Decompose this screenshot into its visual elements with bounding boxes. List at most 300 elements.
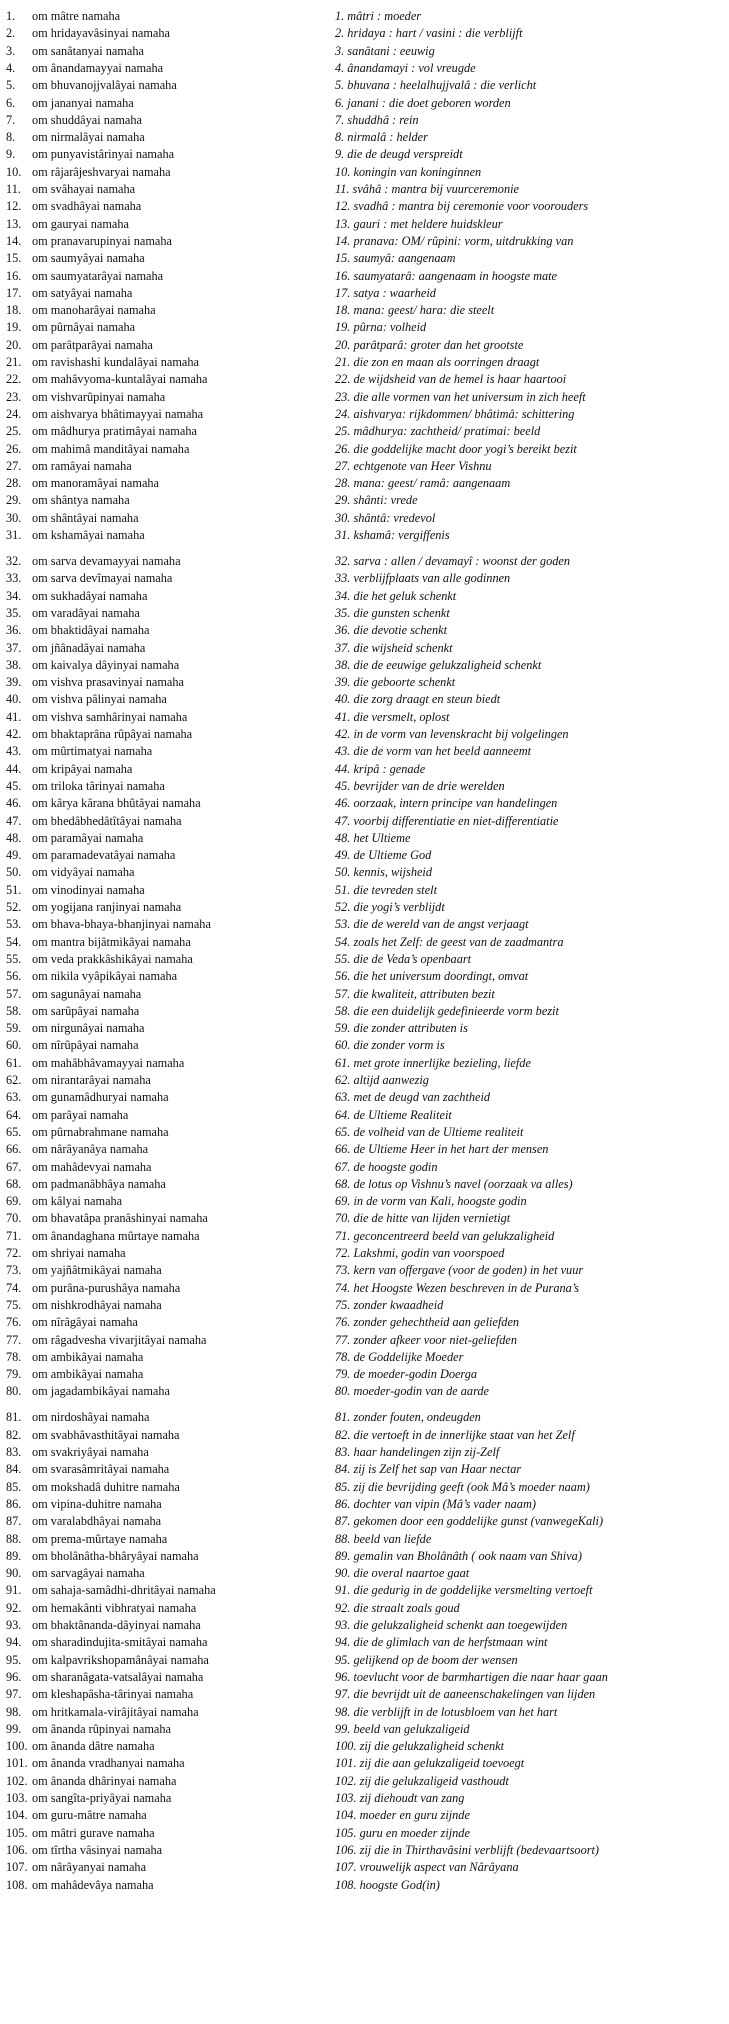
list-item	[0, 1668, 729, 1686]
item-number: 14.	[6, 233, 22, 248]
list-item	[0, 163, 729, 181]
mantra-text: om nîrâgâyai namaha	[32, 1315, 138, 1330]
mantra-text: om kshamâyai namaha	[32, 528, 145, 542]
item-number: 40.	[6, 692, 22, 707]
list-item	[0, 1054, 729, 1072]
item-number: 30.	[6, 510, 22, 525]
translation-text: 42. in de vorm van levenskracht bij volgelingen	[335, 727, 569, 741]
list-item	[0, 812, 729, 830]
item-number: 31.	[6, 528, 22, 542]
item-number: 67.	[6, 1159, 22, 1174]
mantra-text: om râjarâjeshvaryai namaha	[32, 164, 171, 179]
translation-text: 29. shânti: vrede	[335, 493, 418, 508]
item-number: 13.	[6, 216, 22, 231]
translation-text: 47. voorbij differentiatie en niet-differentiatie	[335, 813, 559, 828]
mantra-text: om svadhâyai namaha	[32, 199, 142, 214]
mantra-text: om jñânadâyai namaha	[32, 640, 146, 655]
translation-text: 79. de moeder-godin Doerga	[335, 1367, 478, 1382]
list-item	[0, 1209, 729, 1227]
list-item	[0, 1140, 729, 1158]
list-item	[0, 301, 729, 319]
translation-text: 45. bevrijder van de drie werelden	[335, 778, 505, 793]
mantra-text: om satyâyai namaha	[32, 285, 133, 300]
item-number: 45.	[6, 778, 22, 793]
list-item	[0, 950, 729, 968]
translation-text: 74. het Hoogste Wezen beschreven in de Purana’s	[335, 1280, 580, 1295]
mantra-text: om mâtre namaha	[32, 9, 121, 23]
list-item	[0, 1633, 729, 1651]
item-number: 74.	[6, 1280, 22, 1295]
item-number: 38.	[6, 657, 22, 672]
mantra-text: om pûrnâyai namaha	[32, 320, 136, 335]
item-number: 58.	[6, 1003, 22, 1018]
item-number: 56.	[6, 969, 22, 984]
list-item	[0, 1685, 729, 1703]
item-number: 10.	[6, 164, 22, 179]
item-number: 12.	[6, 199, 22, 214]
list-item	[0, 967, 729, 985]
translation-text: 62. altijd aanwezig	[335, 1073, 429, 1087]
mantra-text: om yajñâtmikâyai namaha	[32, 1263, 162, 1278]
translation-text: 30. shântâ: vredevol	[335, 510, 436, 525]
translation-text: 27. echtgenote van Heer Vishnu	[335, 458, 492, 473]
mantra-text: om ânanda dâtre namaha	[32, 1739, 155, 1754]
item-number: 100.	[6, 1739, 28, 1754]
translation-text: 38. die de eeuwige gelukzaligheid schenkt	[335, 657, 542, 672]
mantra-text: om sanâtanyai namaha	[32, 43, 144, 58]
translation-text: 89. gemalin van Bholânâth ( ook naam van Shiva)	[335, 1548, 582, 1563]
list-item	[0, 388, 729, 406]
item-number: 73.	[6, 1263, 22, 1278]
mantra-text: om kleshapâsha-târinyai namaha	[32, 1687, 194, 1702]
translation-text: 15. saumyâ: aangenaam	[335, 251, 456, 266]
list-item	[0, 1331, 729, 1349]
mantra-text: om vishva pâlinyai namaha	[32, 692, 167, 707]
translation-text: 43. die de vorm van het beeld aanneemt	[335, 744, 532, 759]
list-item	[0, 249, 729, 267]
list-item	[0, 232, 729, 250]
list-item	[0, 7, 729, 25]
item-number: 8.	[6, 130, 16, 145]
item-number: 48.	[6, 830, 22, 845]
mantra-text: om nirgunâyai namaha	[32, 1021, 145, 1036]
item-number: 9.	[6, 147, 16, 162]
translation-text: 83. haar handelingen zijn zij-Zelf	[335, 1445, 500, 1459]
list-item	[0, 1443, 729, 1461]
item-number: 89.	[6, 1548, 22, 1563]
translation-text: 24. aishvarya: rijkdommen/ bhâtimâ: schittering	[335, 406, 575, 421]
item-number: 96.	[6, 1669, 22, 1684]
translation-text: 20. parâtparâ: groter dan het grootste	[335, 337, 524, 352]
mantra-text: om varadâyai namaha	[32, 605, 140, 620]
list-item	[0, 1426, 729, 1444]
item-number: 105.	[6, 1825, 28, 1840]
item-number: 2.	[6, 26, 16, 41]
list-item	[0, 1123, 729, 1141]
list-item	[0, 457, 729, 475]
mantra-text: om sarva devîmayai namaha	[32, 571, 173, 586]
list-item	[0, 111, 729, 129]
mantra-text: om punyavistârinyai namaha	[32, 147, 175, 162]
item-number: 93.	[6, 1618, 22, 1632]
item-number: 24.	[6, 406, 22, 421]
item-number: 57.	[6, 986, 22, 1001]
item-number: 95.	[6, 1652, 22, 1667]
translation-text: 25. mâdhurya: zachtheid/ pratimai: beeld	[335, 424, 541, 439]
list-item	[0, 1313, 729, 1331]
mantra-text: om râgadvesha vivarjitâyai namaha	[32, 1332, 207, 1347]
list-item	[0, 1382, 729, 1400]
list-item	[0, 1772, 729, 1790]
item-number: 32.	[6, 554, 22, 568]
mantra-text: om ânandamayyai namaha	[32, 60, 164, 75]
translation-text: 26. die goddelijke macht door yogi’s bereikt bezit	[335, 441, 577, 456]
translation-text: 49. de Ultieme God	[335, 848, 432, 863]
mantra-text: om shântya namaha	[32, 493, 130, 508]
mantra-text: om jananyai namaha	[32, 95, 134, 110]
item-number: 4.	[6, 60, 16, 75]
mantra-text: om kalpavrikshopamânâyai namaha	[32, 1652, 209, 1667]
mantra-text: om shriyai namaha	[32, 1246, 126, 1260]
mantra-text: om mâtri gurave namaha	[32, 1825, 155, 1840]
item-number: 16.	[6, 268, 22, 283]
mantra-text: om ânanda dhârinyai namaha	[32, 1773, 177, 1788]
translation-text: 14. pranava: OM/ rûpini: vorm, uitdrukking van	[335, 233, 574, 248]
translation-text: 13. gauri : met heldere huidskleur	[335, 216, 503, 231]
list-item	[0, 1227, 729, 1245]
mantra-text: om gauryai namaha	[32, 216, 129, 231]
item-number: 91.	[6, 1583, 22, 1598]
item-number: 78.	[6, 1349, 22, 1364]
item-number: 62.	[6, 1073, 22, 1087]
list-item	[0, 1876, 729, 1894]
list-item	[0, 336, 729, 354]
translation-text: 108. hoogste God(in)	[335, 1877, 440, 1892]
list-item	[0, 1071, 729, 1089]
item-number: 7.	[6, 112, 16, 127]
translation-text: 17. satya : waarheid	[335, 285, 436, 300]
list-item	[0, 59, 729, 77]
translation-text: 99. beeld van gelukzaligeid	[335, 1721, 470, 1736]
list-item	[0, 725, 729, 743]
list-item	[0, 760, 729, 778]
mantra-text: om padmanâbhâya namaha	[32, 1176, 166, 1191]
translation-text: 37. die wijsheid schenkt	[335, 640, 453, 655]
mantra-text: om sangîta-priyâyai namaha	[32, 1791, 172, 1805]
mantra-text: om nikila vyâpikâyai namaha	[32, 969, 178, 984]
item-number: 87.	[6, 1514, 22, 1529]
item-number: 49.	[6, 848, 22, 863]
item-number: 55.	[6, 951, 22, 966]
list-item	[0, 1348, 729, 1366]
translation-text: 31. kshamâ: vergiffenis	[335, 528, 450, 542]
list-item	[0, 180, 729, 198]
mantra-text: om mûrtimatyai namaha	[32, 744, 153, 759]
translation-text: 106. zij die in Thirthavâsini verblijft (bedevaartsoort)	[335, 1842, 600, 1857]
mantra-text: om shuddâyai namaha	[32, 112, 142, 127]
translation-text: 100. zij die gelukzaligheid schenkt	[335, 1739, 505, 1754]
list-item	[0, 128, 729, 146]
list-item	[0, 1581, 729, 1599]
list-item	[0, 1002, 729, 1020]
list-item	[0, 1478, 729, 1496]
list-item	[0, 1564, 729, 1582]
item-number: 3.	[6, 43, 16, 58]
item-number: 37.	[6, 640, 22, 655]
item-number: 79.	[6, 1367, 22, 1382]
translation-text: 82. die vertoeft in de innerlijke staat van het Zelf	[335, 1427, 575, 1442]
list-item	[0, 1036, 729, 1054]
item-number: 92.	[6, 1600, 22, 1615]
mantra-text: om ânandaghana mûrtaye namaha	[32, 1228, 200, 1243]
translation-text: 19. pûrna: volheid	[335, 320, 427, 335]
item-number: 20.	[6, 337, 22, 352]
translation-text: 65. de volheid van de Ultieme realiteit	[335, 1124, 524, 1139]
mantra-text: om kaivalya dâyinyai namaha	[32, 657, 180, 672]
translation-text: 68. de lotus op Vishnu’s navel (oorzaak va alles)	[335, 1176, 573, 1191]
mantra-text: om vishva samhârinyai namaha	[32, 709, 188, 724]
list-item	[0, 621, 729, 639]
translation-text: 51. die tevreden stelt	[335, 882, 437, 897]
mantra-text: om svabhâvasthitâyai namaha	[32, 1427, 180, 1442]
mantra-text: om vishvarûpinyai namaha	[32, 389, 166, 404]
item-number: 98.	[6, 1704, 22, 1719]
list-item	[0, 1261, 729, 1279]
mantra-text: om vipina-duhitre namaha	[32, 1496, 162, 1511]
mantra-text: om sarûpâyai namaha	[32, 1003, 140, 1018]
item-number: 77.	[6, 1332, 22, 1347]
list-item	[0, 1841, 729, 1859]
mantra-text: om triloka târinyai namaha	[32, 778, 165, 793]
item-number: 85.	[6, 1479, 22, 1494]
mantra-text: om vishva prasavinyai namaha	[32, 675, 184, 690]
mantra-text: om jagadambikâyai namaha	[32, 1384, 170, 1399]
mantra-text: om mokshadâ duhitre namaha	[32, 1479, 180, 1494]
translation-text: 87. gekomen door een goddelijke gunst (vanwegeKali)	[335, 1514, 604, 1529]
translation-text: 23. die alle vormen van het universum in zich heeft	[335, 389, 586, 404]
item-number: 36.	[6, 623, 22, 638]
item-number: 46.	[6, 796, 22, 811]
mantra-text: om sahaja-samâdhi-dhritâyai namaha	[32, 1583, 216, 1598]
item-number: 29.	[6, 493, 22, 508]
translation-text: 61. met grote innerlijke bezieling, liefde	[335, 1055, 531, 1070]
item-number: 28.	[6, 476, 22, 491]
list-item	[0, 1737, 729, 1755]
mantra-text: om bhaktaprâna rûpâyai namaha	[32, 727, 193, 741]
item-number: 50.	[6, 865, 22, 880]
item-number: 88.	[6, 1531, 22, 1546]
mantra-text: om bhaktidâyai namaha	[32, 623, 150, 638]
mantra-text: om manoharâyai namaha	[32, 303, 156, 318]
list-item	[0, 1365, 729, 1383]
list-item	[0, 639, 729, 657]
mantra-text: om nirdoshâyai namaha	[32, 1410, 150, 1425]
list-item	[0, 1530, 729, 1548]
item-number: 5.	[6, 78, 16, 93]
list-item	[0, 1512, 729, 1530]
item-number: 26.	[6, 441, 22, 456]
item-number: 52.	[6, 900, 22, 914]
translation-text: 39. die geboorte schenkt	[335, 675, 456, 690]
list-item	[0, 1703, 729, 1721]
mantra-text: om mahimâ manditâyai namaha	[32, 441, 190, 456]
translation-text: 44. kripâ : genade	[335, 761, 426, 776]
list-item	[0, 777, 729, 795]
translation-text: 104. moeder en guru zijnde	[335, 1808, 470, 1823]
item-number: 102.	[6, 1773, 28, 1788]
item-number: 90.	[6, 1566, 22, 1581]
list-item	[0, 267, 729, 285]
mantra-text: om parâtparâyai namaha	[32, 337, 153, 352]
item-number: 21.	[6, 355, 22, 369]
item-number: 68.	[6, 1176, 22, 1191]
translation-text: 105. guru en moeder zijnde	[335, 1825, 470, 1840]
item-number: 42.	[6, 727, 22, 741]
item-number: 27.	[6, 458, 22, 473]
translation-text: 98. die verblijft in de lotusbloem van het hart	[335, 1704, 558, 1719]
translation-text: 40. die zorg draagt en steun biedt	[335, 692, 501, 707]
list-item	[0, 846, 729, 864]
list-item	[0, 604, 729, 622]
mantra-text: om manoramâyai namaha	[32, 476, 160, 491]
item-number: 82.	[6, 1427, 22, 1442]
list-item	[0, 1616, 729, 1634]
mantra-text: om guru-mâtre namaha	[32, 1808, 147, 1823]
mantra-text: om nirmalâyai namaha	[32, 130, 145, 145]
mantra-text: om shântâyai namaha	[32, 510, 139, 525]
translation-text: 97. die bevrijdt uit de aaneenschakelingen van lijden	[335, 1687, 596, 1702]
translation-text: 80. moeder-godin van de aarde	[335, 1384, 489, 1399]
translation-text: 75. zonder kwaadheid	[335, 1297, 444, 1312]
mantra-text: om varalabdhâyai namaha	[32, 1514, 162, 1529]
item-number: 66.	[6, 1142, 22, 1157]
list-item	[0, 552, 729, 570]
mantra-text: om pranavarupinyai namaha	[32, 233, 172, 248]
mantra-text: om ânanda vradhanyai namaha	[32, 1756, 185, 1771]
mantra-text: om vinodinyai namaha	[32, 882, 145, 897]
mantra-text: om svakriyâyai namaha	[32, 1445, 149, 1459]
mantra-text: om mahâdevâya namaha	[32, 1877, 154, 1892]
mantra-text: om ravishashi kundalâyai namaha	[32, 355, 199, 369]
list-item	[0, 690, 729, 708]
translation-text: 53. die de wereld van de angst verjaagt	[335, 917, 529, 932]
list-item	[0, 1651, 729, 1669]
translation-text: 2. hridaya : hart / vasini : die verblijft	[335, 26, 523, 41]
list-item	[0, 898, 729, 916]
translation-text: 50. kennis, wijsheid	[335, 865, 433, 880]
translation-text: 60. die zonder vorm is	[335, 1038, 445, 1053]
translation-text: 91. die gedurig in de goddelijke versmelting vertoeft	[335, 1583, 593, 1598]
translation-text: 52. die yogi’s verblijdt	[335, 900, 445, 914]
item-number: 64.	[6, 1107, 22, 1122]
translation-text: 33. verblijfplaats van alle godinnen	[335, 571, 511, 586]
list-item	[0, 76, 729, 94]
translation-text: 18. mana: geest/ hara: die steelt	[335, 303, 495, 318]
item-number: 43.	[6, 744, 22, 759]
mantra-text: om hritkamala-virâjitâyai namaha	[32, 1704, 199, 1719]
translation-text: 84. zij is Zelf het sap van Haar nectar	[335, 1462, 522, 1477]
item-number: 75.	[6, 1297, 22, 1312]
item-number: 1.	[6, 9, 16, 23]
mantra-text: om sarvagâyai namaha	[32, 1566, 145, 1581]
mantra-text: om sagunâyai namaha	[32, 986, 142, 1001]
translation-text: 67. de hoogste godin	[335, 1159, 438, 1174]
item-number: 71.	[6, 1228, 22, 1243]
item-number: 108.	[6, 1877, 28, 1892]
mantra-text: om svâhayai namaha	[32, 182, 136, 196]
list-item	[0, 915, 729, 933]
mantra-text: om parâyai namaha	[32, 1107, 129, 1122]
list-item	[0, 1192, 729, 1210]
item-number: 107.	[6, 1860, 28, 1875]
translation-text: 71. geconcentreerd beeld van gelukzaligheid	[335, 1228, 555, 1243]
translation-text: 46. oorzaak, intern principe van handelingen	[335, 796, 558, 811]
translation-text: 95. gelijkend op de boom der wensen	[335, 1652, 518, 1667]
translation-text: 57. die kwaliteit, attributen bezit	[335, 986, 495, 1001]
list-item	[0, 440, 729, 458]
translation-text: 54. zoals het Zelf: de geest van de zaadmantra	[335, 934, 564, 949]
mantra-text: om nârâyanâya namaha	[32, 1142, 149, 1157]
item-number: 34.	[6, 588, 22, 603]
list-item	[0, 1599, 729, 1617]
mantra-text: om bhedâbhedâtîtâyai namaha	[32, 813, 182, 828]
list-item	[0, 587, 729, 605]
translation-text: 101. zij die aan gelukzaligeid toevoegt	[335, 1756, 525, 1771]
mantra-text: om hridayavâsinyai namaha	[32, 26, 170, 41]
translation-text: 86. dochter van vipin (Mâ’s vader naam)	[335, 1496, 536, 1511]
mantra-text: om bhuvanojjvalâyai namaha	[32, 78, 177, 93]
translation-text: 12. svadhâ : mantra bij ceremonie voor voorouders	[335, 199, 589, 214]
item-number: 15.	[6, 251, 22, 266]
translation-text: 22. de wijdsheid van de hemel is haar haartooi	[335, 372, 567, 387]
item-number: 72.	[6, 1246, 22, 1260]
list-item	[0, 1858, 729, 1876]
translation-text: 11. svâhâ : mantra bij vuurceremonie	[335, 182, 519, 196]
list-item	[0, 24, 729, 42]
translation-text: 56. die het universum doordingt, omvat	[335, 969, 529, 984]
mantra-text: om kâlyai namaha	[32, 1194, 123, 1209]
list-item	[0, 1244, 729, 1262]
mantra-text: om vidyâyai namaha	[32, 865, 135, 880]
mantra-text: om nârâyanyai namaha	[32, 1860, 147, 1875]
list-item	[0, 197, 729, 215]
translation-text: 21. die zon en maan als oorringen draagt	[335, 355, 540, 369]
translation-text: 70. die de hitte van lijden vernietigt	[335, 1211, 511, 1226]
mantra-text: om bhaktânanda-dâyinyai namaha	[32, 1618, 201, 1632]
translation-text: 55. die de Veda’s openbaart	[335, 951, 472, 966]
item-number: 103.	[6, 1791, 28, 1805]
item-number: 11.	[6, 182, 21, 196]
translation-text: 28. mana: geest/ ramâ: aangenaam	[335, 476, 511, 491]
mantra-text: om hemakânti vibhratyai namaha	[32, 1600, 197, 1615]
list-item	[0, 933, 729, 951]
mantra-text: om bholânâtha-bhâryâyai namaha	[32, 1548, 199, 1563]
item-number: 22.	[6, 372, 22, 387]
list-item	[0, 94, 729, 112]
item-number: 41.	[6, 709, 22, 724]
list-item	[0, 1296, 729, 1314]
translation-text: 96. toevlucht voor de barmhartigen die naar haar gaan	[335, 1669, 608, 1684]
list-item	[0, 985, 729, 1003]
translation-text: 32. sarva : allen / devamayî : woonst der goden	[335, 554, 570, 568]
list-item	[0, 353, 729, 371]
translation-text: 5. bhuvana : heelalhujjvalâ : die verlicht	[335, 78, 537, 93]
translation-text: 72. Lakshmi, godin van voorspoed	[335, 1246, 505, 1260]
list-item	[0, 1754, 729, 1772]
translation-text: 8. nirmalâ : helder	[335, 130, 428, 145]
mantra-text: om ramâyai namaha	[32, 458, 132, 473]
item-number: 97.	[6, 1687, 22, 1702]
